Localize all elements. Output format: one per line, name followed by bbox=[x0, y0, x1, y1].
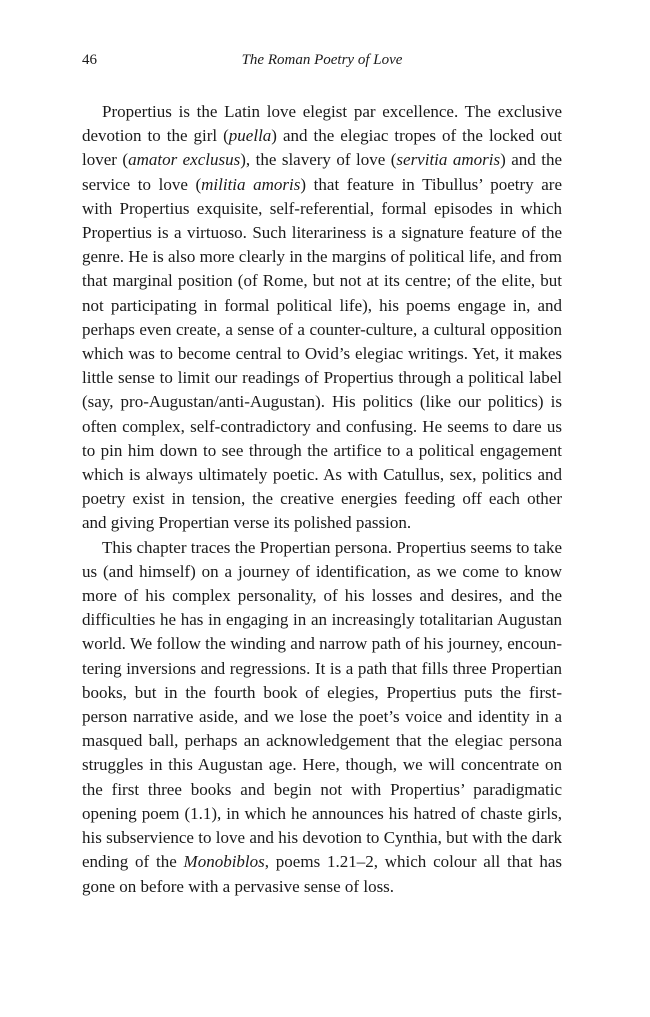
italic-term-servitia-amoris: servitia amoris bbox=[396, 150, 501, 170]
text-segment: ) and the elegiac tropes of the locked out lover ( bbox=[82, 126, 562, 170]
italic-term-amator-exclusus: amator exclusus bbox=[128, 150, 241, 170]
text-segment: ) and the service to love ( bbox=[82, 150, 562, 194]
paragraph-2 bbox=[82, 536, 562, 899]
text-segment: ) that feature in Tibullus’ poetry are with Propertius exquisite, self-referential, formal episodes in which Propertius is a virtuoso. Such literariness is a signature feature of the genre. He is also more clearly in the margins of political life, and from that marginal position (of Rome, but not at its centre; of the elite, but not participating in formal political life), his poems engage in, and perhaps even create, a sense of a counter-culture, a cultural opposition which was to become central to Ovid’s elegiac writings. Yet, it makes little sense to limit our readings of Propertius through a political label (say, pro-Augustan/anti-Augustan). His politics (like our politics) is often complex, self-contradictory and confusing. He seems to dare us to pin him down to see through the artifice to a political engagement which is always ultimately poetic. As with Catullus, sex, politics and poetry exist in tension, the creative energies feeding off each other and giving Propertian verse its polished passion. bbox=[82, 174, 562, 533]
italic-term-militia-amoris: militia amoris bbox=[201, 174, 301, 194]
paragraph-1 bbox=[82, 100, 562, 536]
text-segment: , poems 1.21–2, which colour all that has gone on before with a pervasive sense of loss. bbox=[82, 852, 562, 896]
running-title: The Roman Poetry of Love bbox=[241, 52, 403, 68]
text-segment: This chapter traces the Propertian persona. Propertius seems to take us (and himself) on a journey of identification, as we come to know more of his complex personality, of his losses and desires, and the difficulties he has in engaging in an increasingly totalitarian Augustan world. We follow the winding and narrow path of his journey, encountering inversions and regressions. It is a path that fills three Propertian books, but in the fourth book of elegies, Propertius puts the first-person narrative aside, and we lose the poet’s voice and identity in a masqued ball, perhaps an acknowledgement that the elegiac persona struggles in this Augustan age. Here, though, we will concentrate on the first three books and begin not with Propertius’ paradigmatic opening poem (1.1), in which he announces his hatred of chaste girls, his subservience to love and his devotion to Cynthia, but with the dark ending of the bbox=[82, 537, 562, 872]
italic-term-puella: puella bbox=[228, 126, 272, 146]
page-number: 46 bbox=[82, 52, 97, 68]
text-segment: Propertius is the Latin love elegist par excellence. The exclusive devotion to the girl ( bbox=[82, 102, 562, 146]
text-segment: ), the slavery of love ( bbox=[240, 150, 397, 170]
italic-title-monobiblos: Monobiblos bbox=[183, 852, 265, 872]
body-text bbox=[82, 100, 562, 899]
running-head bbox=[82, 50, 562, 74]
